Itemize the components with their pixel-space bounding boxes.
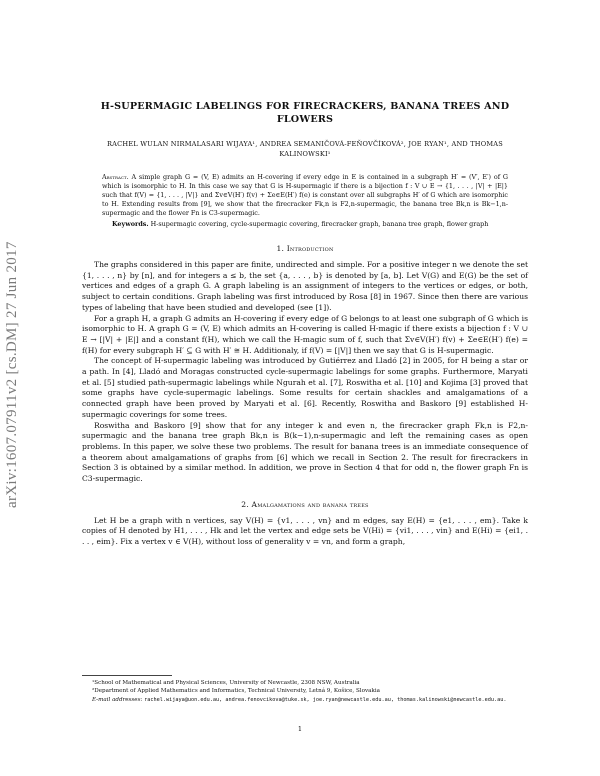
paragraph: Roswitha and Baskoro [9] show that for any integer k and even n, the firecracker graph Fk,n is F2,n-supermagic and the banana tree graph Bk,n is B(k−1),n-supermagic and left the remaining cases as open problems. In this paper, we solve these two problems. The result for banana trees is an immediate consequence of a theorem about amalgamations of graphs from [6] which we recall in Section 2. The result for firecrackers in Section 3 is obtained by a similar method. In addition, we prove in Section 4 that for odd n, the flower graph Fn is C3-supermagic. — [82, 420, 528, 484]
paragraph: For a graph H, a graph G admits an H-covering if every edge of G belongs to at least one subgraph of G which is isomorphic to H. A graph G = (V, E) which admits an H-covering is called H-magic if there exists a bijection f : V ∪ E → [|V| + |E|] and a constant f(H), which we call the H-magic sum of f, such that Σv∈V(H′) f(v) + Σe∈E(H′) f(e) = f(H) for every subgraph H′ ⊆ G with H′ ≅ H. Additionaly, if f(V) = [|V|] then we say that G is H-supermagic. — [82, 313, 528, 355]
section-heading: 2. Amalgamations and banana trees — [241, 499, 369, 509]
paper-page — [82, 100, 528, 548]
footnotes — [82, 675, 528, 704]
page-number: 1 — [297, 725, 303, 733]
footnote-emails — [82, 696, 528, 704]
footnote-rule — [82, 675, 172, 676]
paragraph: Let H be a graph with n vertices, say V(H) = {v1, . . . , vn} and m edges, say E(H) = {e1, . . . , em}. Take k copies of H denoted by H1, . . . , Hk and let the vertex and edge sets be V(Hi) = {vi1, . . . , vin} and E(Hi) = {ei1, . . . , eim}. Fix a vertex v ∈ V(H), without loss of generality v = vn, and form a graph, — [82, 515, 528, 547]
paper-title: H-SUPERMAGIC LABELINGS FOR FIRECRACKERS, BANANA TREES AND FLOWERS — [100, 101, 510, 125]
abstract-text: A simple graph G = (V, E) admits an H-covering if every edge in E is contained in a subgraph H′ = (V′, E′) of G which is isomorphic to H. In this case we say that G is H-supermagic if there is a bijection f : V ∪ E → {1, . . . , |V| + |E|} such that f(V) = {1, . . . , |V|} and Σv∈V(H′) f(v) + Σe∈E(H′) f(e) is constant over all subgraphs H′ of G which are isomorphic to H. Extending results from [9], we show that the firecracker Fk,n is F2,n-supermagic, the banana tree Bk,n is Bk−1,n-supermagic and the flower Fn is C3-supermagic. — [102, 173, 508, 217]
keywords-text: H-supermagic covering, cycle-supermagic covering, firecracker graph, banana tree graph, flower graph — [150, 220, 489, 228]
emails-text: rachel.wijaya@uon.edu.au, andrea.fenovcikova@tuke.sk, joe.ryan@newcastle.edu.au, thomas.kalinowski@newcastle.edu.au. — [144, 696, 507, 703]
paragraph: The graphs considered in this paper are finite, undirected and simple. For a positive integer n we denote the set {1, . . . , n} by [n], and for integers a ≤ b, the set {a, . . . , b} is denoted by [a, b]. Let V(G) and E(G) be the set of vertices and edges of a graph G. A graph labeling is an assignment of integers to the vertices or edges, or both, subject to certain conditions. Graph labeling was first introduced by Rosa [8] in 1967. Since then there are various types of labeling that have been studied and developed (see [1]). — [82, 260, 528, 312]
abstract-label: Abstract. — [102, 173, 129, 181]
paragraph: The concept of H-supermagic labeling was introduced by Gutiérrez and Lladó [2] in 2005, for H being a star or a path. In [4], Lladó and Moragas constructed cycle-supermagic labelings for some graphs. Furthermore, Maryati et al. [5] studied path-supermagic labelings while Ngurah et al. [7], Roswitha et al. [10] and Kojima [3] proved that some graphs have cycle-supermagic labelings. Some results for certain shackles and amalgamations of a connected graph have been proved by Maryati et al. [6]. Recently, Roswitha and Baskoro [9] established H-supermagic coverings for some trees. — [82, 356, 528, 419]
footnote-affiliation-1: ¹School of Mathematical and Physical Sciences, University of Newcastle, 2308 NSW, Australia — [92, 680, 360, 686]
footnote-affiliation-2: ²Department of Applied Mathematics and Informatics, Technical University, Letná 9, Košice, Slovakia — [92, 688, 380, 695]
keywords-label: Keywords. — [112, 220, 149, 228]
abstract — [102, 173, 508, 229]
emails-label: E-mail addresses: — [92, 696, 143, 703]
section-heading: 1. Introduction — [276, 244, 334, 253]
arxiv-stamp: arXiv:1607.07911v2 [cs.DM] 27 Jun 2017 — [4, 241, 20, 509]
author-list: RACHEL WULAN NIRMALASARI WIJAYA¹, ANDREA SEMANIČOVÁ-FEŇOVČÍKOVÁ², JOE RYAN¹, AND THOMAS KALINOWSKI¹ — [107, 140, 503, 158]
section-introduction — [82, 244, 528, 485]
section-amalgamations — [82, 500, 528, 548]
